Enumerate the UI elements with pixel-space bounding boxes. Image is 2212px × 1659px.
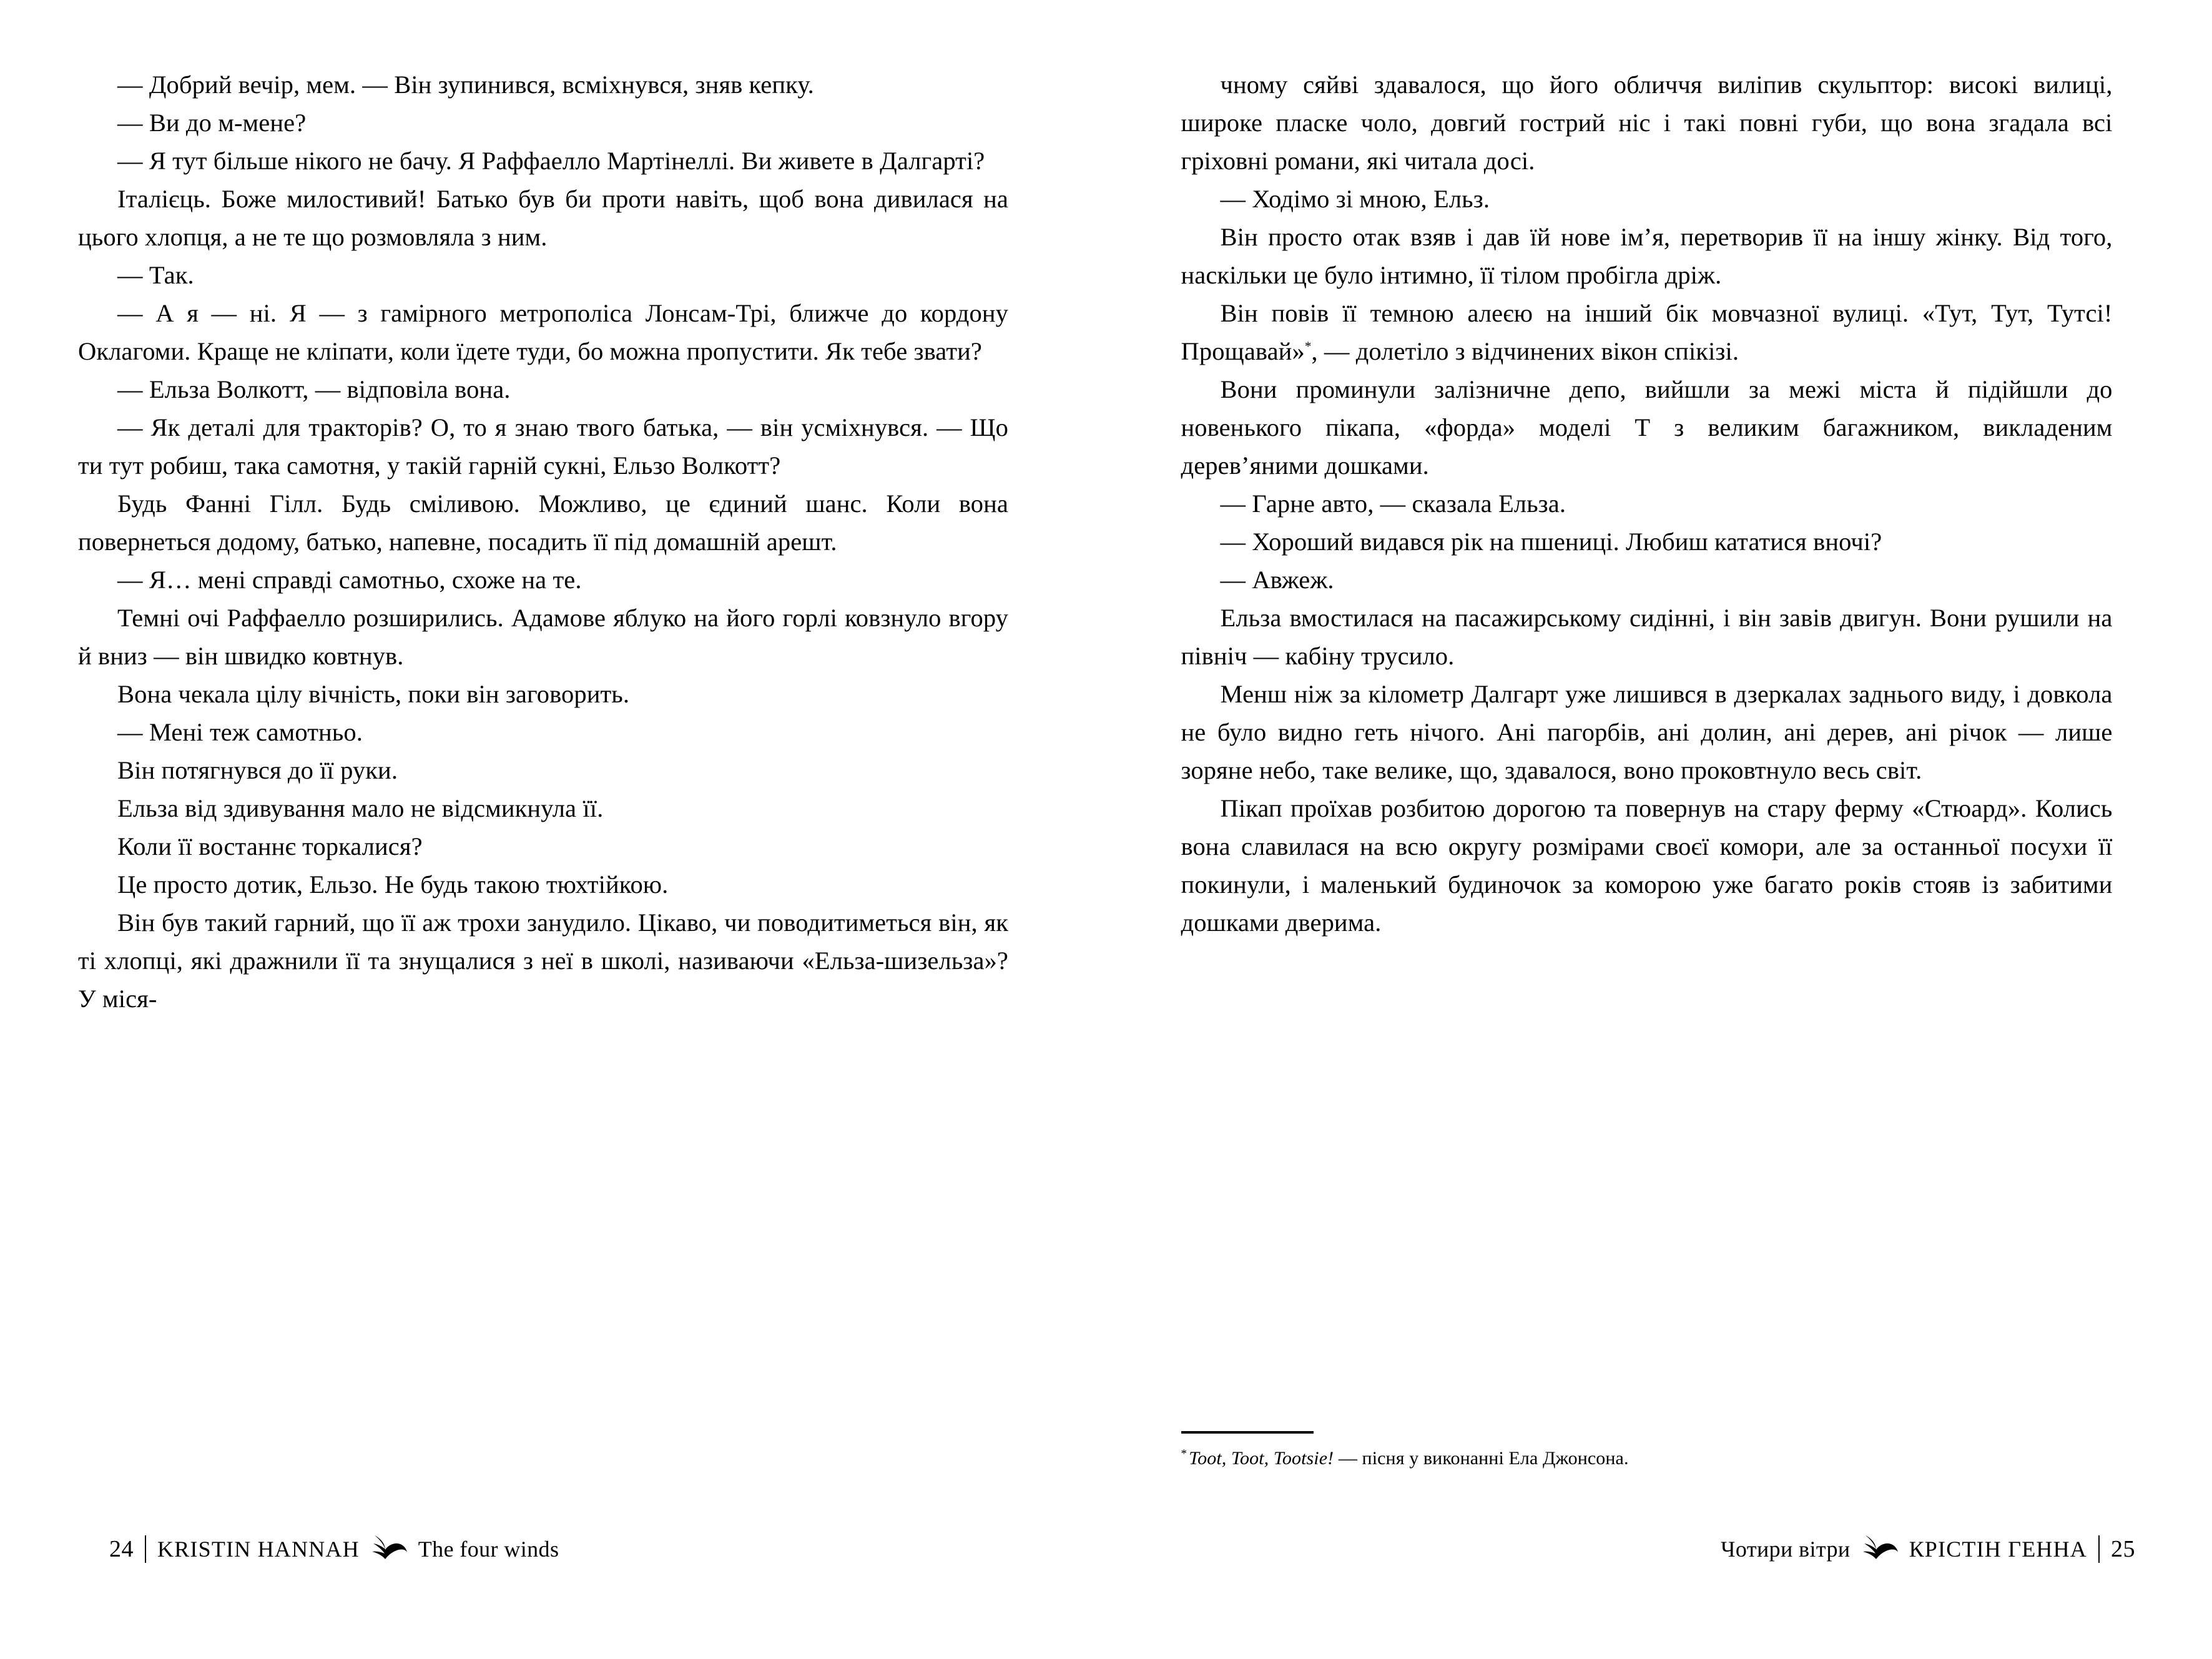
leaf-sprig-ornament-icon bbox=[370, 1532, 408, 1564]
footer-title-right: Чотири вітри bbox=[1721, 1537, 1851, 1562]
paragraph: Вони проминули залізничне депо, вийшли за межі міста й підійшли до новенького пікапа, «форда» моделі Т з великим багажником, викладеним дерев’яними дошками. bbox=[1181, 375, 2113, 480]
footer-divider bbox=[145, 1535, 146, 1563]
paragraph: — Ви до м-мене? bbox=[117, 109, 307, 137]
paragraph-with-footnote-ref: Він повів її темною алеєю на інший бік мовчазної вулиці. «Тут, Тут, Тутсі! Прощавай»*, — долетіло з відчинених вікон спікізі. bbox=[1181, 299, 2113, 365]
paragraph: — Ельза Волкотт, — відповіла вона. bbox=[117, 375, 511, 403]
footnote-marker: * bbox=[1181, 1447, 1187, 1460]
footer-divider bbox=[2098, 1535, 2100, 1563]
paragraph: Коли її востаннє торкалися? bbox=[117, 832, 423, 860]
paragraph: — Я тут більше нікого не бачу. Я Раффаелло Мартінеллі. Ви живете в Далгарті? bbox=[117, 147, 985, 175]
paragraph: — Хороший видався рік на пшениці. Любиш кататися вночі? bbox=[1220, 528, 1882, 556]
paragraph: Він просто отак взяв і дав їй нове ім’я, перетворив її на іншу жінку. Від того, наскільки це було інтимно, її тілом пробігла дріж. bbox=[1181, 223, 2113, 289]
footer-author-right: КРІСТІН ГЕННА bbox=[1909, 1537, 2087, 1562]
paragraph: Темні очі Раффаелло розширились. Адамове яблуко на його горлі ковзнуло вгору й вниз — він швидко ковтнув. bbox=[78, 604, 1008, 670]
leaf-sprig-ornament-icon bbox=[1861, 1532, 1899, 1564]
footnote-song-title: Toot, Toot, Tootsie! bbox=[1189, 1448, 1334, 1469]
paragraph: Він був такий гарний, що її аж трохи занудило. Цікаво, чи поводитиметься він, як ті хлопці, які дражнили її та знущалися з неї в школі, називаючи «Ельза-шизельза»? У міся- bbox=[78, 908, 1008, 1013]
footnote-rest: — пісня у виконанні Ела Джонсона. bbox=[1334, 1448, 1629, 1469]
paragraph: Менш ніж за кілометр Далгарт уже лишився в дзеркалах заднього виду, і довкола не було видно геть нічого. Ані пагорбів, ані долин, ані дерев, ані річок — лише зоряне небо, таке велике, що, здавалося, воно проковтнуло весь світ. bbox=[1181, 680, 2113, 784]
footnote-zone bbox=[1181, 1431, 2113, 1471]
paragraph: — А я — ні. Я — з гамірного метрополіса Лонсам-Трі, ближче до кордону Оклагоми. Краще не кліпати, коли їдете туди, бо можна пропустити. Як тебе звати? bbox=[78, 299, 1008, 365]
paragraph: Будь Фанні Гілл. Будь сміливою. Можливо, це єдиний шанс. Коли вона повернеться додому, батько, напевне, посадить її під домашній арешт. bbox=[78, 490, 1008, 556]
paragraph: — Так. bbox=[117, 261, 194, 289]
footer-title-left: The four winds bbox=[418, 1537, 559, 1562]
footer-left bbox=[109, 1533, 559, 1565]
page-right bbox=[1106, 0, 2212, 1659]
paragraph: Італієць. Боже милостивий! Батько був би проти навіть, щоб вона дивилася на цього хлопця, а не те що розмовляла з ним. bbox=[78, 185, 1008, 251]
paragraph: — Я… мені справді самотньо, схоже на те. bbox=[117, 566, 582, 594]
footnote-separator-rule bbox=[1181, 1431, 1314, 1434]
paragraph: — Мені теж самотньо. bbox=[117, 718, 363, 746]
footnote-reference-marker: * bbox=[1304, 338, 1312, 354]
footer-author-left: KRISTIN HANNAH bbox=[157, 1537, 360, 1562]
paragraph: Це просто дотик, Ельзо. Не будь такою тюхтійкою. bbox=[117, 870, 669, 898]
paragraph: Пікап проїхав розбитою дорогою та повернув на стару ферму «Стюард». Колись вона славилася на всю округу розмірами своєї комори, але за останньої посухи її покинули, і маленький будиночок за коморою уже багато років стояв із забитими дошками дверима. bbox=[1181, 794, 2113, 937]
footnote-text bbox=[1181, 1446, 2113, 1471]
left-page-textblock bbox=[78, 66, 1008, 1018]
paragraph: — Авжеж. bbox=[1220, 566, 1334, 594]
page-number-left: 24 bbox=[109, 1536, 134, 1562]
paragraph: — Гарне авто, — сказала Ельза. bbox=[1220, 490, 1566, 518]
paragraph: — Добрий вечір, мем. — Він зупинився, всміхнувся, зняв кепку. bbox=[117, 71, 814, 99]
paragraph: — Як деталі для тракторів? О, то я знаю твого батька, — він усміхнувся. — Що ти тут робиш, така самотня, у такій гарній сукні, Ельзо Волкотт? bbox=[78, 413, 1008, 480]
paragraph: Ельза від здивування мало не відсмикнула її. bbox=[117, 794, 604, 822]
paragraph: — Ходімо зі мною, Ельз. bbox=[1220, 185, 1490, 213]
paragraph: чному сяйві здавалося, що його обличчя виліпив скульптор: високі вилиці, широке пласке чоло, довгий гострий ніс і такі повні губи, що вона згадала всі гріховні романи, які читала досі. bbox=[1181, 71, 2113, 175]
footer-right bbox=[1721, 1533, 2135, 1565]
paragraph: Ельза вмостилася на пасажирському сидінні, і він завів двигун. Вони рушили на північ — кабіну трусило. bbox=[1181, 604, 2113, 670]
paragraph: Він потягнувся до її руки. bbox=[117, 756, 398, 784]
paragraph: Вона чекала цілу вічність, поки він заговорить. bbox=[117, 680, 630, 708]
right-page-textblock bbox=[1181, 66, 2113, 942]
page-number-right: 25 bbox=[2111, 1536, 2135, 1562]
